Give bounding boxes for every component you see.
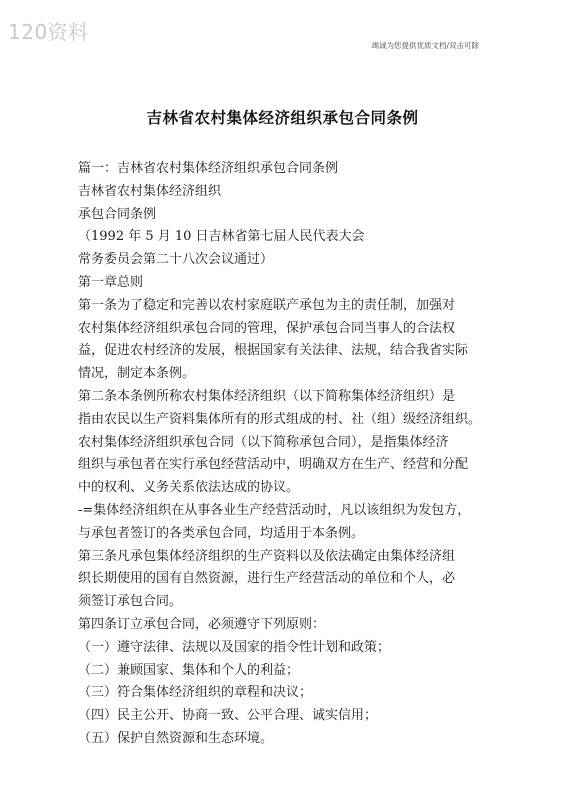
body-line: 农村集体经济组织承包合同的管理，保护承包合同当事人的合法权: [78, 320, 456, 336]
body-line: 第四条订立承包合同，必须遵守下列原则：: [78, 616, 326, 632]
header-note: 竭诚为您提供优质文档/双击可除: [371, 41, 479, 50]
body-line: 第二条本条例所称农村集体经济组织（以下简称集体经济组织）是: [78, 388, 456, 404]
document-title: 吉林省农村集体经济组织承包合同条例: [146, 109, 419, 127]
watermark: 120资料: [8, 20, 89, 44]
body-line: -=集体经济组织在从事各业生产经营活动时，凡以该组织为发包方，: [78, 502, 471, 518]
body-line: （三）符合集体经济组织的章程和决议；: [78, 685, 313, 701]
body-line: 组织与承包者在实行承包经营活动中，明确双方在生产、经营和分配: [78, 457, 469, 473]
body-line: 第三条凡承包集体经济组织的生产资料以及依法确定由集体经济组: [78, 548, 456, 564]
body-line: 与承包者签订的各类承包合同，均适用于本条例。: [78, 525, 365, 541]
body-line: （四）民主公开、协商一致、公平合理、诚实信用；: [78, 708, 378, 724]
body-line: 中的权利、义务关系依法达成的协议。: [78, 480, 300, 496]
body-line: 第一章总则: [78, 274, 144, 290]
body-line: 承包合同条例: [78, 206, 157, 222]
body-line: （二）兼顾国家、集体和个人的利益；: [78, 662, 300, 678]
body-line: 指由农民以生产资料集体所有的形式组成的村、社（组）级经济组织。: [78, 411, 482, 427]
body-line: （1992 年 5 月 10 日吉林省第七届人民代表大会: [78, 229, 365, 245]
body-line: （一）遵守法律、法规以及国家的指令性计划和政策；: [78, 639, 391, 655]
body-line: 织长期使用的国有自然资源，进行生产经营活动的单位和个人，必: [78, 571, 456, 587]
body-line: 篇一：吉林省农村集体经济组织承包合同条例: [78, 161, 339, 176]
body-line: 情况，制定本条例。: [78, 366, 196, 382]
body-line: 吉林省农村集体经济组织: [78, 183, 222, 199]
body-line: 第一条为了稳定和完善以农村家庭联产承包为主的责任制，加强对: [78, 297, 456, 313]
body-line: （五）保护自然资源和生态环境。: [78, 730, 274, 746]
body-line: 益，促进农村经济的发展，根据国家有关法律、法规，结合我省实际: [78, 343, 469, 359]
document-body: [78, 158, 498, 751]
body-line: 农村集体经济组织承包合同（以下简称承包合同），是指集体经济: [78, 434, 449, 450]
body-line: 常务委员会第二十八次会议通过）: [78, 252, 274, 268]
body-line: 须签订承包合同。: [78, 594, 183, 610]
